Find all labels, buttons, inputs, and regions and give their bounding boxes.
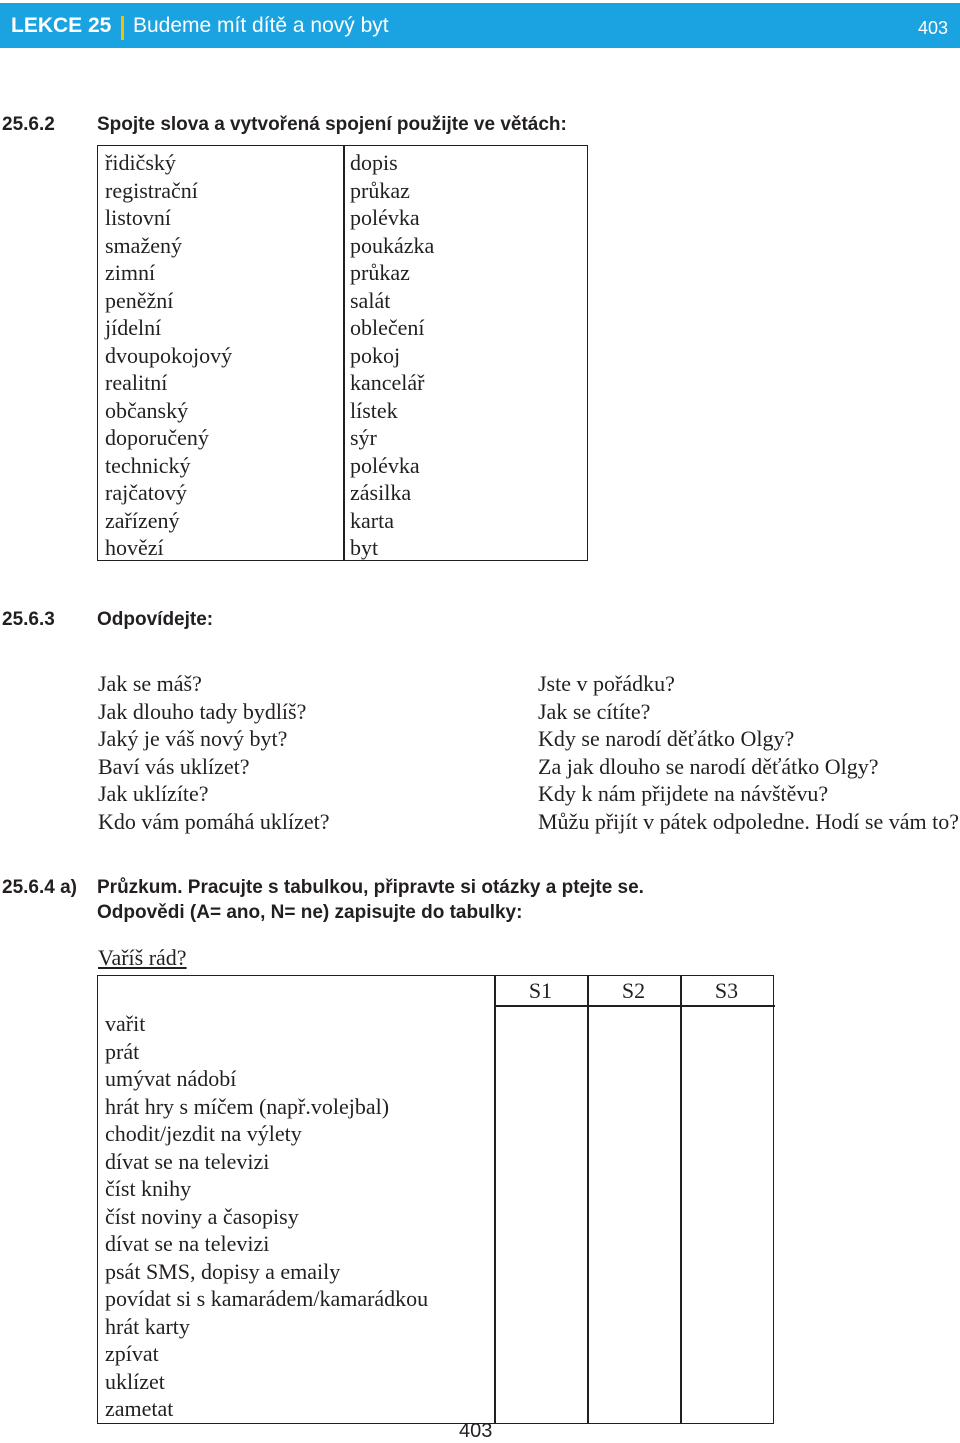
activity-row-label: vařit xyxy=(105,1011,146,1036)
noun-word: oblečení xyxy=(350,315,425,340)
noun-word: polévka xyxy=(350,205,420,230)
word-matching-box xyxy=(97,145,588,561)
adjective-word: listovní xyxy=(105,205,172,230)
questions-left-column xyxy=(98,670,330,835)
adjective-word: řidičský xyxy=(105,150,176,175)
survey-table xyxy=(97,975,774,1424)
activity-row-label: umývat nádobí xyxy=(105,1066,237,1091)
question-item: Jste v pořádku? xyxy=(538,671,675,696)
activity-row-label: chodit/jezdit na výlety xyxy=(105,1121,302,1146)
adjective-word: peněžní xyxy=(105,287,174,313)
noun-word: poukázka xyxy=(350,232,435,258)
column-header-s3: S3 xyxy=(714,978,739,1003)
survey-example-question: Vaříš rád? xyxy=(98,945,187,970)
activity-list xyxy=(105,1010,428,1423)
activity-row-label: dívat se na televizi xyxy=(105,1231,270,1256)
page-header-bar xyxy=(0,3,960,48)
noun-column xyxy=(350,149,434,562)
exercise-number-2: 25.6.2 xyxy=(2,114,55,135)
activity-row-label: číst knihy xyxy=(105,1176,192,1201)
noun-word: polévka xyxy=(350,452,420,478)
adjective-word: jídelní xyxy=(105,315,162,340)
activity-row-label: uklízet xyxy=(105,1368,165,1394)
question-item: Jak dlouho tady bydlíš? xyxy=(98,698,307,724)
exercise-number-4: 25.6.4 a) xyxy=(2,877,77,898)
activity-row-label: zpívat xyxy=(105,1341,159,1366)
question-item: Baví vás uklízet? xyxy=(98,753,250,779)
questions-right-column xyxy=(538,670,959,835)
question-item: Jak se cítíte? xyxy=(538,698,651,724)
noun-word: lístek xyxy=(350,397,398,423)
activity-row-label: hrát karty xyxy=(105,1313,190,1339)
table-column-line xyxy=(680,976,682,1423)
noun-word: dopis xyxy=(350,150,398,175)
adjective-word: registrační xyxy=(105,177,198,203)
table-header-line xyxy=(494,1005,775,1007)
table-column-line xyxy=(587,976,589,1423)
noun-word: sýr xyxy=(350,425,377,450)
noun-word: průkaz xyxy=(350,260,410,285)
adjective-word: dvoupokojový xyxy=(105,342,233,368)
activity-row-label: hrát hry s míčem (např.volejbal) xyxy=(105,1093,390,1119)
adjective-column xyxy=(105,149,232,562)
adjective-word: hovězí xyxy=(105,535,164,560)
noun-word: kancelář xyxy=(350,370,425,395)
question-item: Kdo vám pomáhá uklízet? xyxy=(98,808,330,834)
header-separator xyxy=(121,16,124,40)
lesson-label: LEKCE 25 xyxy=(11,14,112,37)
question-item: Jak se máš? xyxy=(98,671,202,696)
noun-word: byt xyxy=(350,535,379,560)
column-header-s2: S2 xyxy=(621,978,646,1003)
activity-row-label: psát SMS, dopisy a emaily xyxy=(105,1258,341,1284)
exercise-title-4-line1: Průzkum. Pracujte s tabulkou, připravte si otázky a ptejte se. xyxy=(97,877,644,898)
exercise-title-2: Spojte slova a vytvořená spojení použijte ve větách: xyxy=(97,114,567,135)
noun-word: pokoj xyxy=(350,342,401,368)
activity-row-label: dívat se na televizi xyxy=(105,1148,270,1174)
adjective-word: realitní xyxy=(105,370,168,395)
noun-word: karta xyxy=(350,507,394,533)
activity-row-label: povídat si s kamarádem/kamarádkou xyxy=(105,1286,429,1311)
question-item: Za jak dlouho se narodí děťátko Olgy? xyxy=(538,753,879,779)
adjective-word: smažený xyxy=(105,232,182,258)
noun-word: průkaz xyxy=(350,177,410,203)
question-item: Můžu přijít v pátek odpoledne. Hodí se vám to? xyxy=(538,808,959,834)
activity-row-label: prát xyxy=(105,1038,140,1064)
activity-row-label: zametat xyxy=(105,1396,174,1421)
column-header-s1: S1 xyxy=(528,978,553,1003)
footer-page-number: 403 xyxy=(459,1420,493,1442)
activity-row-label: číst noviny a časopisy xyxy=(105,1203,299,1229)
noun-word: zásilka xyxy=(350,480,412,505)
adjective-word: občanský xyxy=(105,397,189,423)
matching-divider xyxy=(343,146,345,560)
adjective-word: rajčatový xyxy=(105,480,187,505)
adjective-word: technický xyxy=(105,452,191,478)
adjective-word: zařízený xyxy=(105,507,180,533)
header-page-number: 403 xyxy=(917,18,948,38)
exercise-title-4-line2: Odpovědi (A= ano, N= ne) zapisujte do tabulky: xyxy=(97,902,523,923)
question-item: Jak uklízíte? xyxy=(98,781,209,806)
exercise-number-3: 25.6.3 xyxy=(2,609,55,630)
question-item: Jaký je váš nový byt? xyxy=(98,726,288,751)
noun-word: salát xyxy=(350,287,391,313)
lesson-title: Budeme mít dítě a nový byt xyxy=(133,14,389,37)
question-item: Kdy se narodí děťátko Olgy? xyxy=(538,726,795,751)
question-item: Kdy k nám přijdete na návštěvu? xyxy=(538,781,829,806)
exercise-title-3: Odpovídejte: xyxy=(97,609,214,630)
adjective-word: zimní xyxy=(105,260,156,285)
adjective-word: doporučený xyxy=(105,425,209,450)
table-column-line xyxy=(494,976,496,1423)
